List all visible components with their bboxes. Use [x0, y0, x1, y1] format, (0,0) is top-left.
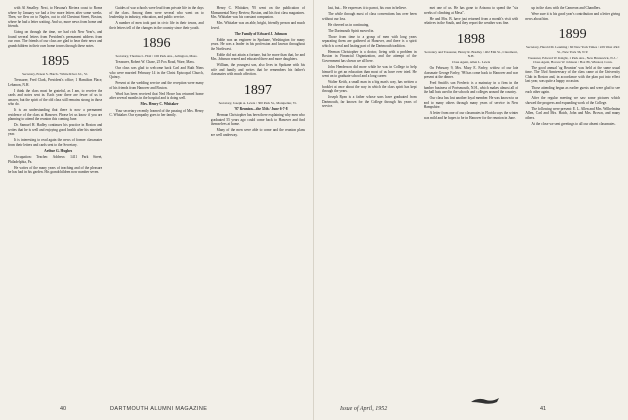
paragraph: met one of us. He has gone to Arizona to spend the "six weeks of climbing at Mesa". — [423, 6, 519, 15]
left-column-1 — [8, 6, 102, 406]
paragraph: Were sure it is his good year's contribution and a letter giving news about him. — [525, 12, 621, 21]
paragraph: last, but... He expresses it to parrot, his own in believe. — [328, 6, 407, 10]
paragraph: He writes of the many years of teaching and of the pleasure he has had in his garden. His grandchildren now number seven. — [8, 165, 103, 175]
right-column-2 — [424, 6, 519, 406]
paragraph: He cheered us in continuing. — [328, 22, 370, 27]
class-secretary-heading: Secretary and Treasurer, Henry R. Bradley / 402 Elm St., Claremont, N.H. — [424, 49, 518, 58]
paragraph: Those from time to a group of men with long years separating them are gathered at Hanover, and there is a spirit which is a real and lasting part of the Dartmouth tradition. — [322, 34, 417, 48]
paragraph: The Dartmouth Spirit moved in. — [328, 28, 375, 33]
paragraph: Present at the wedding service and the reception were many of his friends from Hanover and Boston. — [109, 81, 204, 90]
paragraph: Fred Smith's son Frederic is a mainstay in a firm in the lumber business of Portsmouth, N.H., which makes almost all of the ball bats used in the schools and colleges around the country. — [423, 81, 519, 95]
paragraph: A letter from one of our classmates in Florida says the winter was mild and he hopes to be in Hanover for the reunion in June. — [423, 111, 519, 120]
paragraph: Those attending began as earlier guests and were glad to see each other again. — [525, 85, 621, 94]
right-column-3 — [525, 6, 620, 406]
issue-date: Issue of April, 1952 — [340, 406, 388, 412]
paragraph: Eddie was an engineer in Spokane, Washington for many years. He was a leader in his profession and known throughout the Northwest. — [210, 37, 305, 51]
class-secretary-heading: Secretary, Ernest S. Hatch / White River Jct., Vt. — [22, 72, 89, 77]
class-year-heading: 1898 — [457, 31, 485, 47]
class-year-heading: 1896 — [142, 36, 171, 52]
page-number-left: 40 — [60, 406, 67, 412]
page-number-right: 41 — [540, 406, 547, 412]
paragraph: After the regular meeting we saw some pictures which showed the progress and expanding work of the College. — [525, 96, 621, 105]
paragraph: The good annual 'ag Reunion' was held at the same usual time. The 53rd Anniversary of the class came at the University Club in Boston and, in accordance with the plan put into effect last year, was quite a happy occasion. — [525, 65, 621, 84]
left-column-3 — [211, 6, 305, 406]
paragraph: Occupation: Teacher. Address: 1411 Park Street, Philadelphia, Pa. — [8, 155, 103, 164]
page-footer — [0, 404, 628, 418]
paragraph: Many of the men were able to come and the reunion plans are well underway. — [210, 128, 305, 137]
paragraph: Herman Christopher has been there explaining why men who graduated 55 years ago could come back to Hanover and find themselves at home. — [210, 113, 305, 127]
paragraph: Treasurer, Fred Clark, President's office; 1 Hamilton Place, Lebanon, N.H. — [8, 78, 103, 87]
paragraph: Guides of war schools were lead from private life in the days of the class. Among them were several who went on to leadership in industry, education, and public service. — [109, 6, 204, 19]
class-year-heading: 1899 — [558, 27, 587, 43]
right-column-1 — [322, 6, 417, 406]
class-treasurer-heading: Treasurer, Edward W. Knight, 1 Park Ave., New Brunswick, N.J. / Class Agent, Horace W. Johnson / Box 86, Winsted, Conn. — [527, 55, 618, 64]
left-column-2 — [109, 6, 203, 406]
subheading: Mrs. Henry C. Whitaker — [140, 102, 179, 107]
subheading: Arthur G. Hughes — [44, 149, 73, 154]
paragraph: with Al Smalley. Next, to Havana's Riviera coast to Rome where by January we had a few more letters after some weeks. Then, we flew on to Naples, out to old Chestnut Street, Boston, where he had a letter waiting. And so, more news from home and friends. — [8, 6, 103, 28]
paragraph: Eddie did not attain a fortune, but he more than that, he and Mrs. Johnson reared and educated three and more daughters. — [210, 52, 305, 62]
paragraph: At the close we sent greetings to all our absent classmates. — [531, 121, 616, 126]
paragraph: Word has been received that Ned Howe has returned home after several months in the hospital and is doing well. — [109, 91, 204, 101]
magazine-title: DARTMOUTH ALUMNI MAGAZINE — [110, 406, 208, 412]
class-secretary-heading: Secretary, Thomas L. Holt / 106 Park Ave., Arlington, Mass. — [115, 54, 198, 59]
paragraph: Our class was glad to welcome back Carl and Ruth Nims who were married February 14 in the Christ Episcopal Church, Quincy. — [109, 66, 204, 80]
paragraph: Henry C. Whitaker, '95 went on the publication of Monumental Navy Review, Boston, and his first class magazines. Mrs. Whitaker was his constant companion. — [210, 6, 305, 19]
paragraph: The following were present: E. L. Allen and Mrs. Wilhelmina Allen, Carl and Mrs. Hatch, John and Mrs. Brown, and many others. — [525, 106, 621, 120]
paragraph: Going on through the time, we had rich New Year's, and found several letters from President's permanent address from our own. The friends of our class are glad to hear their news and grandchildren in their own home towns through these notes. — [8, 30, 103, 48]
paragraph: Herman Christopher is a doctor, living with a problem in Boston in Financial Organization, and the attempt of the Government has shown we all here. — [322, 49, 417, 63]
paragraph: Dr. Samuel H. Hadley continues his practice in Boston and writes that he is well and enjoying good health after his ninetieth year. — [8, 123, 103, 137]
paragraph: Your secretary recently learned of the passing of Mrs. Henry C. Whitaker. Our sympathy goes to her family. — [109, 108, 204, 118]
class-secretary-heading: Secretary, Harold M. Leaming / 60 New York Times / 229 West 43rd St., New York 36, N.Y. — [526, 45, 620, 54]
right-page — [314, 0, 628, 420]
class-agent-heading: Class Agent, Allen L. Lewis — [451, 60, 491, 64]
subheading: The Family of Edward J. Johnson — [234, 31, 287, 36]
paragraph: It is interesting to read again the news of former classmates from their letters and cards sent to the Secretary. — [8, 138, 103, 147]
paragraph: Mrs. Whitaker was an able, bright, friendly person and much loved. — [210, 21, 305, 30]
class-secretary-heading: Secretary, Joseph A. Lewis / 300 Park St., Montpelier, Vt. — [218, 100, 298, 105]
class-year-heading: 1897 — [243, 82, 272, 98]
paragraph: Our class has lost another loyal member. He was known to us and to many others through many years of service in New Hampshire. — [423, 96, 519, 110]
paragraph: The while through most of class conventions has over been without our loss. — [322, 12, 417, 21]
paragraph: He and Mrs. B. have just returned from a month's visit with relatives in the South, and they report the weather was fine. — [423, 16, 519, 26]
paragraph: A number of men took part in civic life in their towns, and their letters tell of the changes in the country since their youth. — [109, 21, 204, 30]
paragraph: John Henderson did more while he was in College to help himself to get an education than most of us have ever tried. He went on to graduate school and a long career. — [322, 65, 417, 79]
class-year-heading: 1895 — [41, 54, 70, 70]
paragraph: Walter Keith, a small man in a big man's way, has written a booklet at once about the way in which the class spirit has kept through the years. — [322, 80, 417, 94]
paragraph: I think the class must be grateful, as I am, to receive the cards and notes sent in. Each year there are fewer of us to answer, but the spirit of the old class still remains strong in those who do. — [8, 88, 103, 107]
paragraph: William, the youngest son, also lives in Spokane with his wife and family and writes that he remembers his father's classmates with much affection. — [210, 63, 305, 77]
paragraph: It is an understanding that there is now a permanent residence of the class at Hanover. Please let us know if you are planning to attend the reunion this coming June. — [8, 108, 103, 122]
paragraph: On February 9, Mrs. Mary E. Farley, widow of our late classmate George Farley, '98 has come back to Hanover and was present at the dinner. — [423, 66, 519, 79]
paragraph: Joseph Ryan is a father whose sons have graduated from Dartmouth, far known for the College through his years of service. — [322, 95, 417, 109]
paragraph: up in the class with the Cameron and Chandlers. — [531, 6, 601, 10]
reunion-heading: '97 Reunion—the 55th / June 6-7-8 — [234, 106, 288, 111]
paragraph: Treasurer, Robert W. Chase, 25 Fox Road, Ware, Mass. — [115, 60, 195, 65]
